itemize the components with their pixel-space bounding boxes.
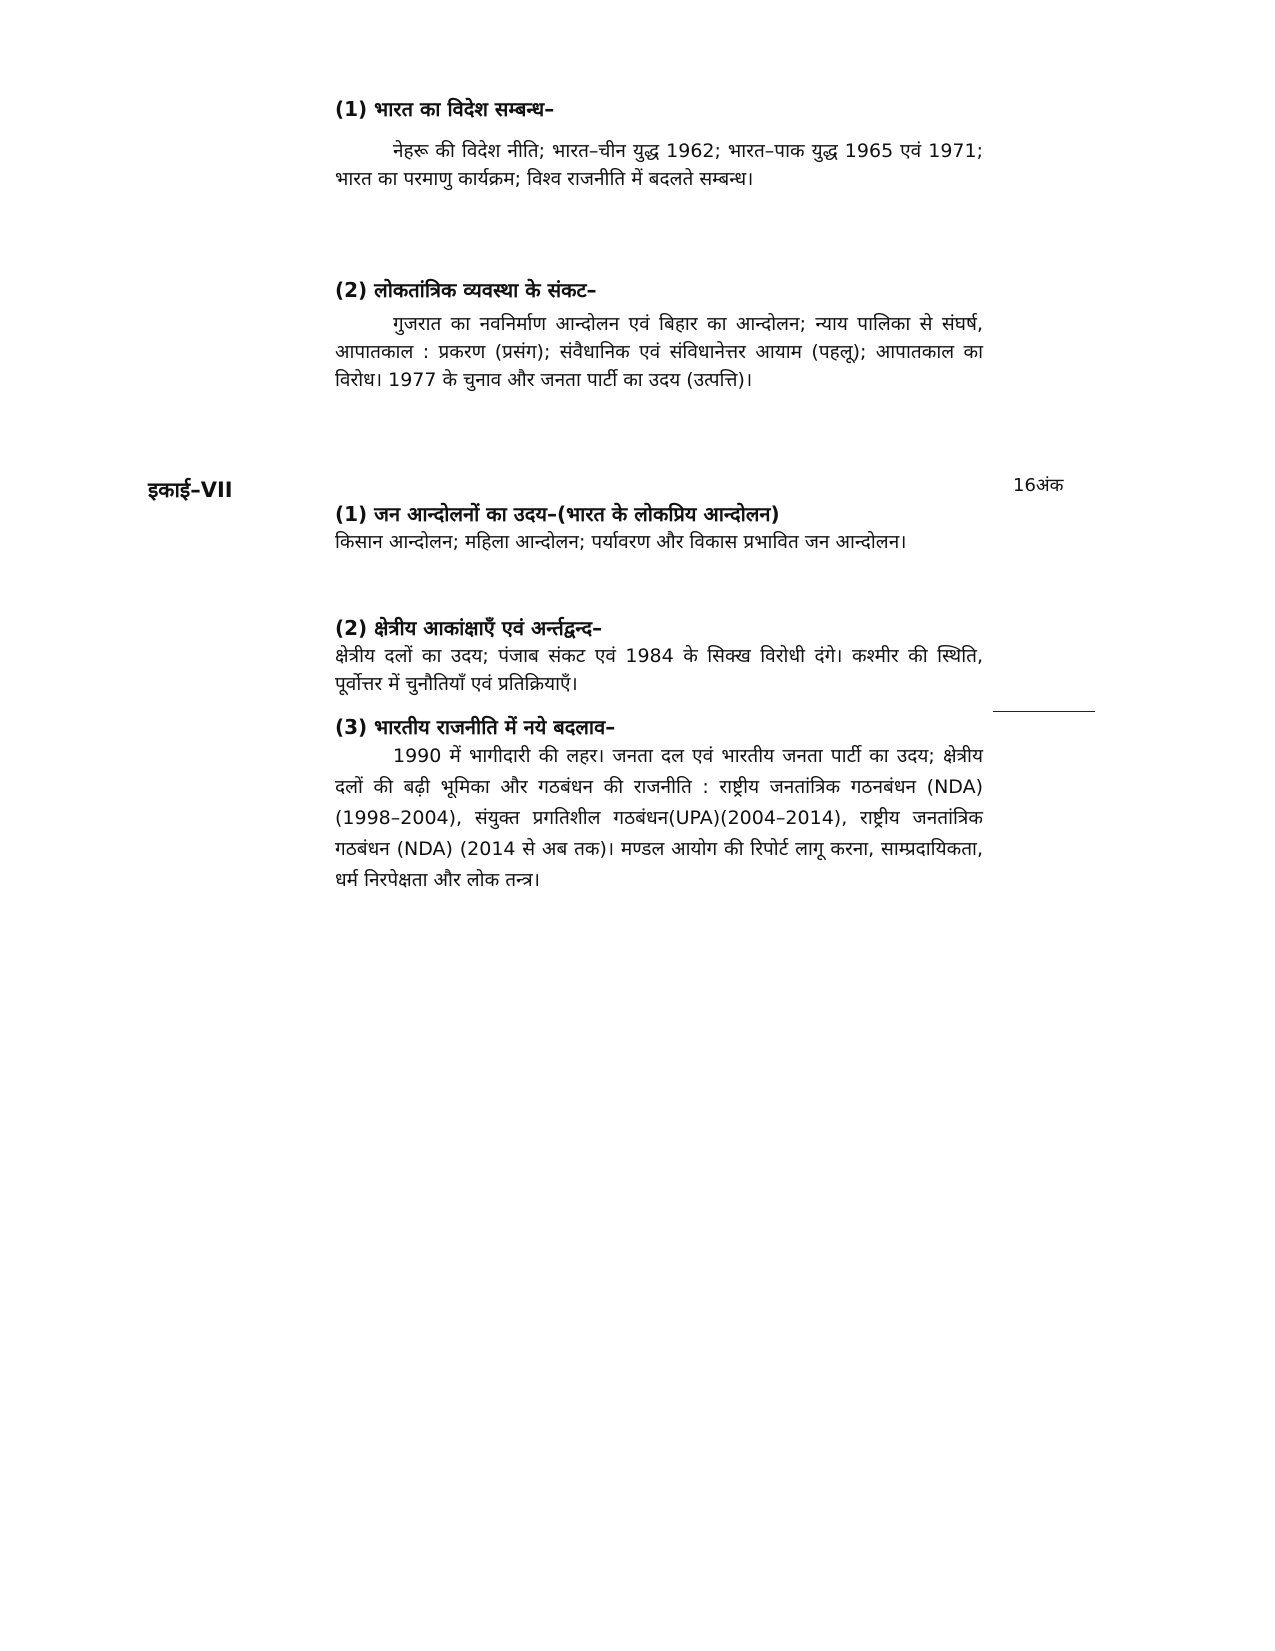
section-heading: (2) लोकतांत्रिक व्यवस्था के संकट– xyxy=(335,278,597,302)
unit-label: इकाई–VII xyxy=(148,478,233,502)
section-heading: (1) भारत का विदेश सम्बन्ध– xyxy=(335,97,555,121)
section-body: गुजरात का नवनिर्माण आन्दोलन एवं बिहार का आन्दोलन; न्याय पालिका से संघर्ष, आपातकाल : प्रकरण (प्रसंग); संवैधानिक एवं संविधानेत्तर आयाम (पहलू); आपातकाल का विरोध। 1977 के चुनाव और जनता पार्टी का उदय (उत्पत्ति)। xyxy=(335,313,983,391)
unit-item-heading: (2) क्षेत्रीय आकांक्षाएँ एवं अर्न्तद्वन्द– xyxy=(335,616,603,640)
unit-item-body: 1990 में भागीदारी की लहर। जनता दल एवं भारतीय जनता पार्टी का उदय; क्षेत्रीय दलों की बढ़ी भूमिका और गठबंधन की राजनीति : राष्ट्रीय जनतांत्रिक गठनबंधन (NDA) (1998–2004), संयुक्त प्रगतिशील गठबंधन(UPA)(2004–2014), राष्ट्रीय जनतांत्रिक गठबंधन (NDA) (2014 से अब तक)। मण्डल आयोग की रिपोर्ट लागू करना, साम्प्रदायिकता, धर्म निरपेक्षता और लोक तन्त्र। xyxy=(335,745,983,891)
section-democratic-crisis xyxy=(335,276,983,394)
unit-item-recent-developments xyxy=(335,713,983,896)
unit-item-body: किसान आन्दोलन; महिला आन्दोलन; पर्यावरण और विकास प्रभावित जन आन्दोलन। xyxy=(335,531,907,553)
unit-marks: 16अंक xyxy=(1013,475,1064,496)
section-body: नेहरू की विदेश नीति; भारत–चीन युद्ध 1962; भारत–पाक युद्ध 1965 एवं 1971; भारत का परमाणु कार्यक्रम; विश्व राजनीति में बदलते सम्बन्ध। xyxy=(335,140,983,190)
unit-item-regional-aspirations xyxy=(335,614,983,698)
section-foreign-relations xyxy=(335,95,983,193)
unit-item-mass-movements xyxy=(335,500,983,556)
unit-item-body: क्षेत्रीय दलों का उदय; पंजाब संकट एवं 1984 के सिक्ख विरोधी दंगे। कश्मीर की स्थिति, पूर्वोत्तर में चुनौतियाँ एवं प्रतिक्रियाएँ। xyxy=(335,645,983,695)
marks-divider xyxy=(993,711,1095,712)
unit-item-heading: (3) भारतीय राजनीति में नये बदलाव– xyxy=(335,715,616,739)
unit-item-heading: (1) जन आन्दोलनों का उदय–(भारत के लोकप्रिय आन्दोलन) xyxy=(335,502,780,526)
